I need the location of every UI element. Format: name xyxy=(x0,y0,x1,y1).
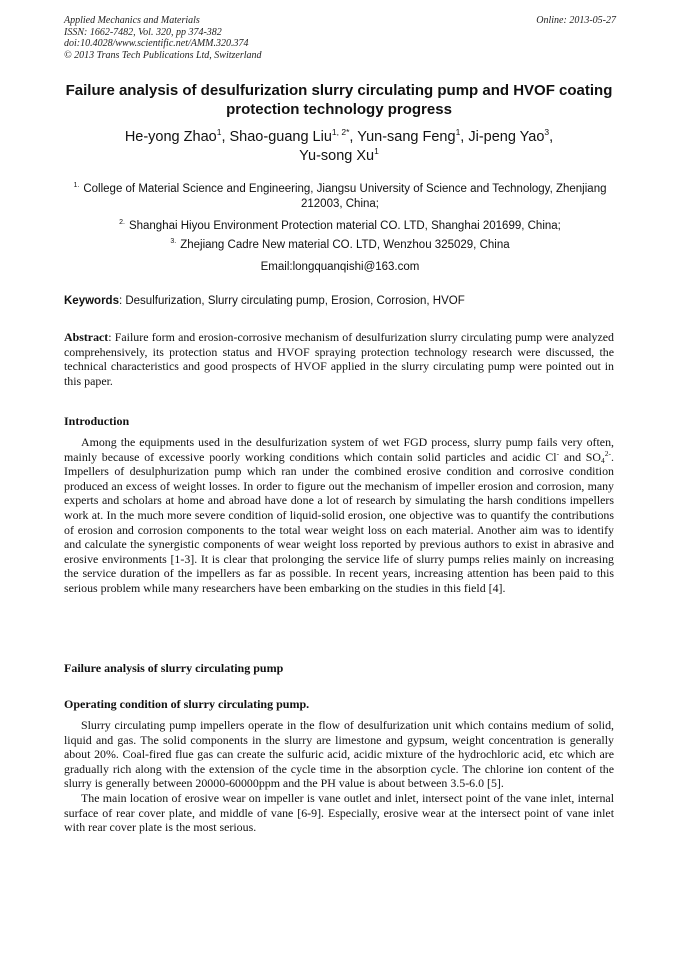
online-date: Online: 2013-05-27 xyxy=(536,15,616,26)
abstract-text: : Failure form and erosion-corrosive mechanism of desulfurization slurry circulating pump were analyzed comprehensively, its protection status and HVOF spraying protection technology research were discussed, the technical characteristics and good prospects of HVOF applied in the slurry circulating pump were pointed out in this paper. xyxy=(64,330,614,388)
intro-text: and SO xyxy=(559,449,602,464)
author-affil-mark: 1 xyxy=(216,127,222,137)
abstract xyxy=(64,330,614,388)
journal-header xyxy=(64,15,616,61)
author-affil-mark: 3 xyxy=(544,127,550,137)
affiliation-mark: 1. xyxy=(73,182,80,189)
affiliation-mark: 2. xyxy=(119,219,125,226)
intro-text: Among the equipments used in the desulfurization system of wet FGD process, slurry pump fails very often, mainly because of excessive poorly working conditions which contain solid particles and acidic Cl xyxy=(64,435,614,464)
author-affil-mark: 1 xyxy=(374,146,379,156)
author-affil-mark: 1 xyxy=(455,127,461,137)
affiliation-1 xyxy=(64,182,616,211)
intro-text: . Impellers of desulphurization pump which ran under the combined erosive condition and corrosive condition produced an excess of weight losses. In order to figure out the mechanism of impeller erosion and corrosion, many experts and scholars at home and abroad have done a lot of research by simulating the harsh conditions impellers work at. In the much more severe condition of liquid-solid erosion, one objective was to quantify the contributions of erosion and corrosion components to the total wear weight loss on each material. Another aim was to identify and calculate the synergistic components of wear weight loss reported by previous authors to exist in abrasive and erosive environments [1-3]. It is clear that prolonging the service life of slurry pumps relies mainly on increasing the service duration of the impellers as far as possible. In recent years, increasing attention has been paid to this serious problem while many researchers have been embarking on the studies in this field [4]. xyxy=(64,449,614,595)
author-name: Ji-peng Yao xyxy=(468,129,545,145)
introduction-paragraph xyxy=(64,435,614,596)
author-name: Yun-sang Feng xyxy=(357,129,456,145)
affiliation-3 xyxy=(64,238,616,253)
subsection-heading-operating-condition: Operating condition of slurry circulating pump. xyxy=(64,697,310,711)
keywords-label: Keywords xyxy=(64,295,119,307)
author-name: Yu-song Xu xyxy=(299,148,375,164)
keywords xyxy=(64,294,616,308)
author-email: Email:longquanqishi@163.com xyxy=(260,261,420,273)
issn-line: ISSN: 1662-7482, Vol. 320, pp 374-382 xyxy=(64,26,222,38)
author-name: He-yong Zhao xyxy=(124,129,217,145)
operating-paragraph-1: Slurry circulating pump impellers operate in the flow of desulfurization unit which contains medium of solid, liquid and gas. The solid components in the slurry are limestone and gypsum, weight concentration is generally about 20%. Coal-fired flue gas can create the sulfuric acid, acidic mixture of the hydrochloric acid, etc which are gradually rich along with the extension of the cycle time in the absorption cycle. The chlorine ion content of the slurry is generally between 20000-60000ppm and the PH value is about between 3.5-6.0 [5]. xyxy=(64,718,614,791)
paper-title: Failure analysis of desulfurization slurry circulating pump and HVOF coating protection technology progress xyxy=(65,82,613,118)
author-affil-mark: 1, 2* xyxy=(331,127,350,137)
subscript: 4 xyxy=(601,455,605,465)
keywords-text: : Desulfurization, Slurry circulating pump, Erosion, Corrosion, HVOF xyxy=(118,295,465,307)
superscript: - xyxy=(556,448,560,458)
superscript: 2- xyxy=(604,448,612,458)
journal-name: Applied Mechanics and Materials xyxy=(64,15,200,26)
author-name: Shao-guang Liu xyxy=(229,129,332,145)
operating-condition-text xyxy=(64,718,614,835)
author-list: He-yong Zhao$^1$, Shao-guang Liu$^{1, 2*}$, Yun-sang Feng$^1$, Ji-peng Yao$^3$, Yu-song Xu$^1$ xyxy=(124,127,554,164)
affiliation-mark: 3. xyxy=(170,238,177,245)
section-heading-introduction: Introduction xyxy=(64,414,130,428)
affiliation-text: Zhejiang Cadre New material CO. LTD, Wenzhou 325029, China xyxy=(180,239,510,251)
affiliation-text: Shanghai Hiyou Environment Protection material CO. LTD, Shanghai 201699, China; xyxy=(128,220,561,232)
operating-paragraph-2: The main location of erosive wear on impeller is vane outlet and inlet, intersect point of the vane inlet, internal surface of rear cover plate, and middle of vane [6-9]. Especially, erosive wear at the intersect point of vane inlet with rear cover plate is the most serious. xyxy=(64,790,614,835)
section-heading-failure-analysis: Failure analysis of slurry circulating pump xyxy=(64,661,284,675)
doi-line: doi:10.4028/www.scientific.net/AMM.320.374 xyxy=(64,38,249,49)
copyright-line: © 2013 Trans Tech Publications Ltd, Switzerland xyxy=(64,49,262,61)
abstract-label: Abstract xyxy=(64,330,109,344)
affiliation-text: College of Material Science and Engineering, Jiangsu University of Science and Technology, Zhenjiang 212003, China; xyxy=(83,183,607,210)
affiliation-2 xyxy=(64,219,616,234)
